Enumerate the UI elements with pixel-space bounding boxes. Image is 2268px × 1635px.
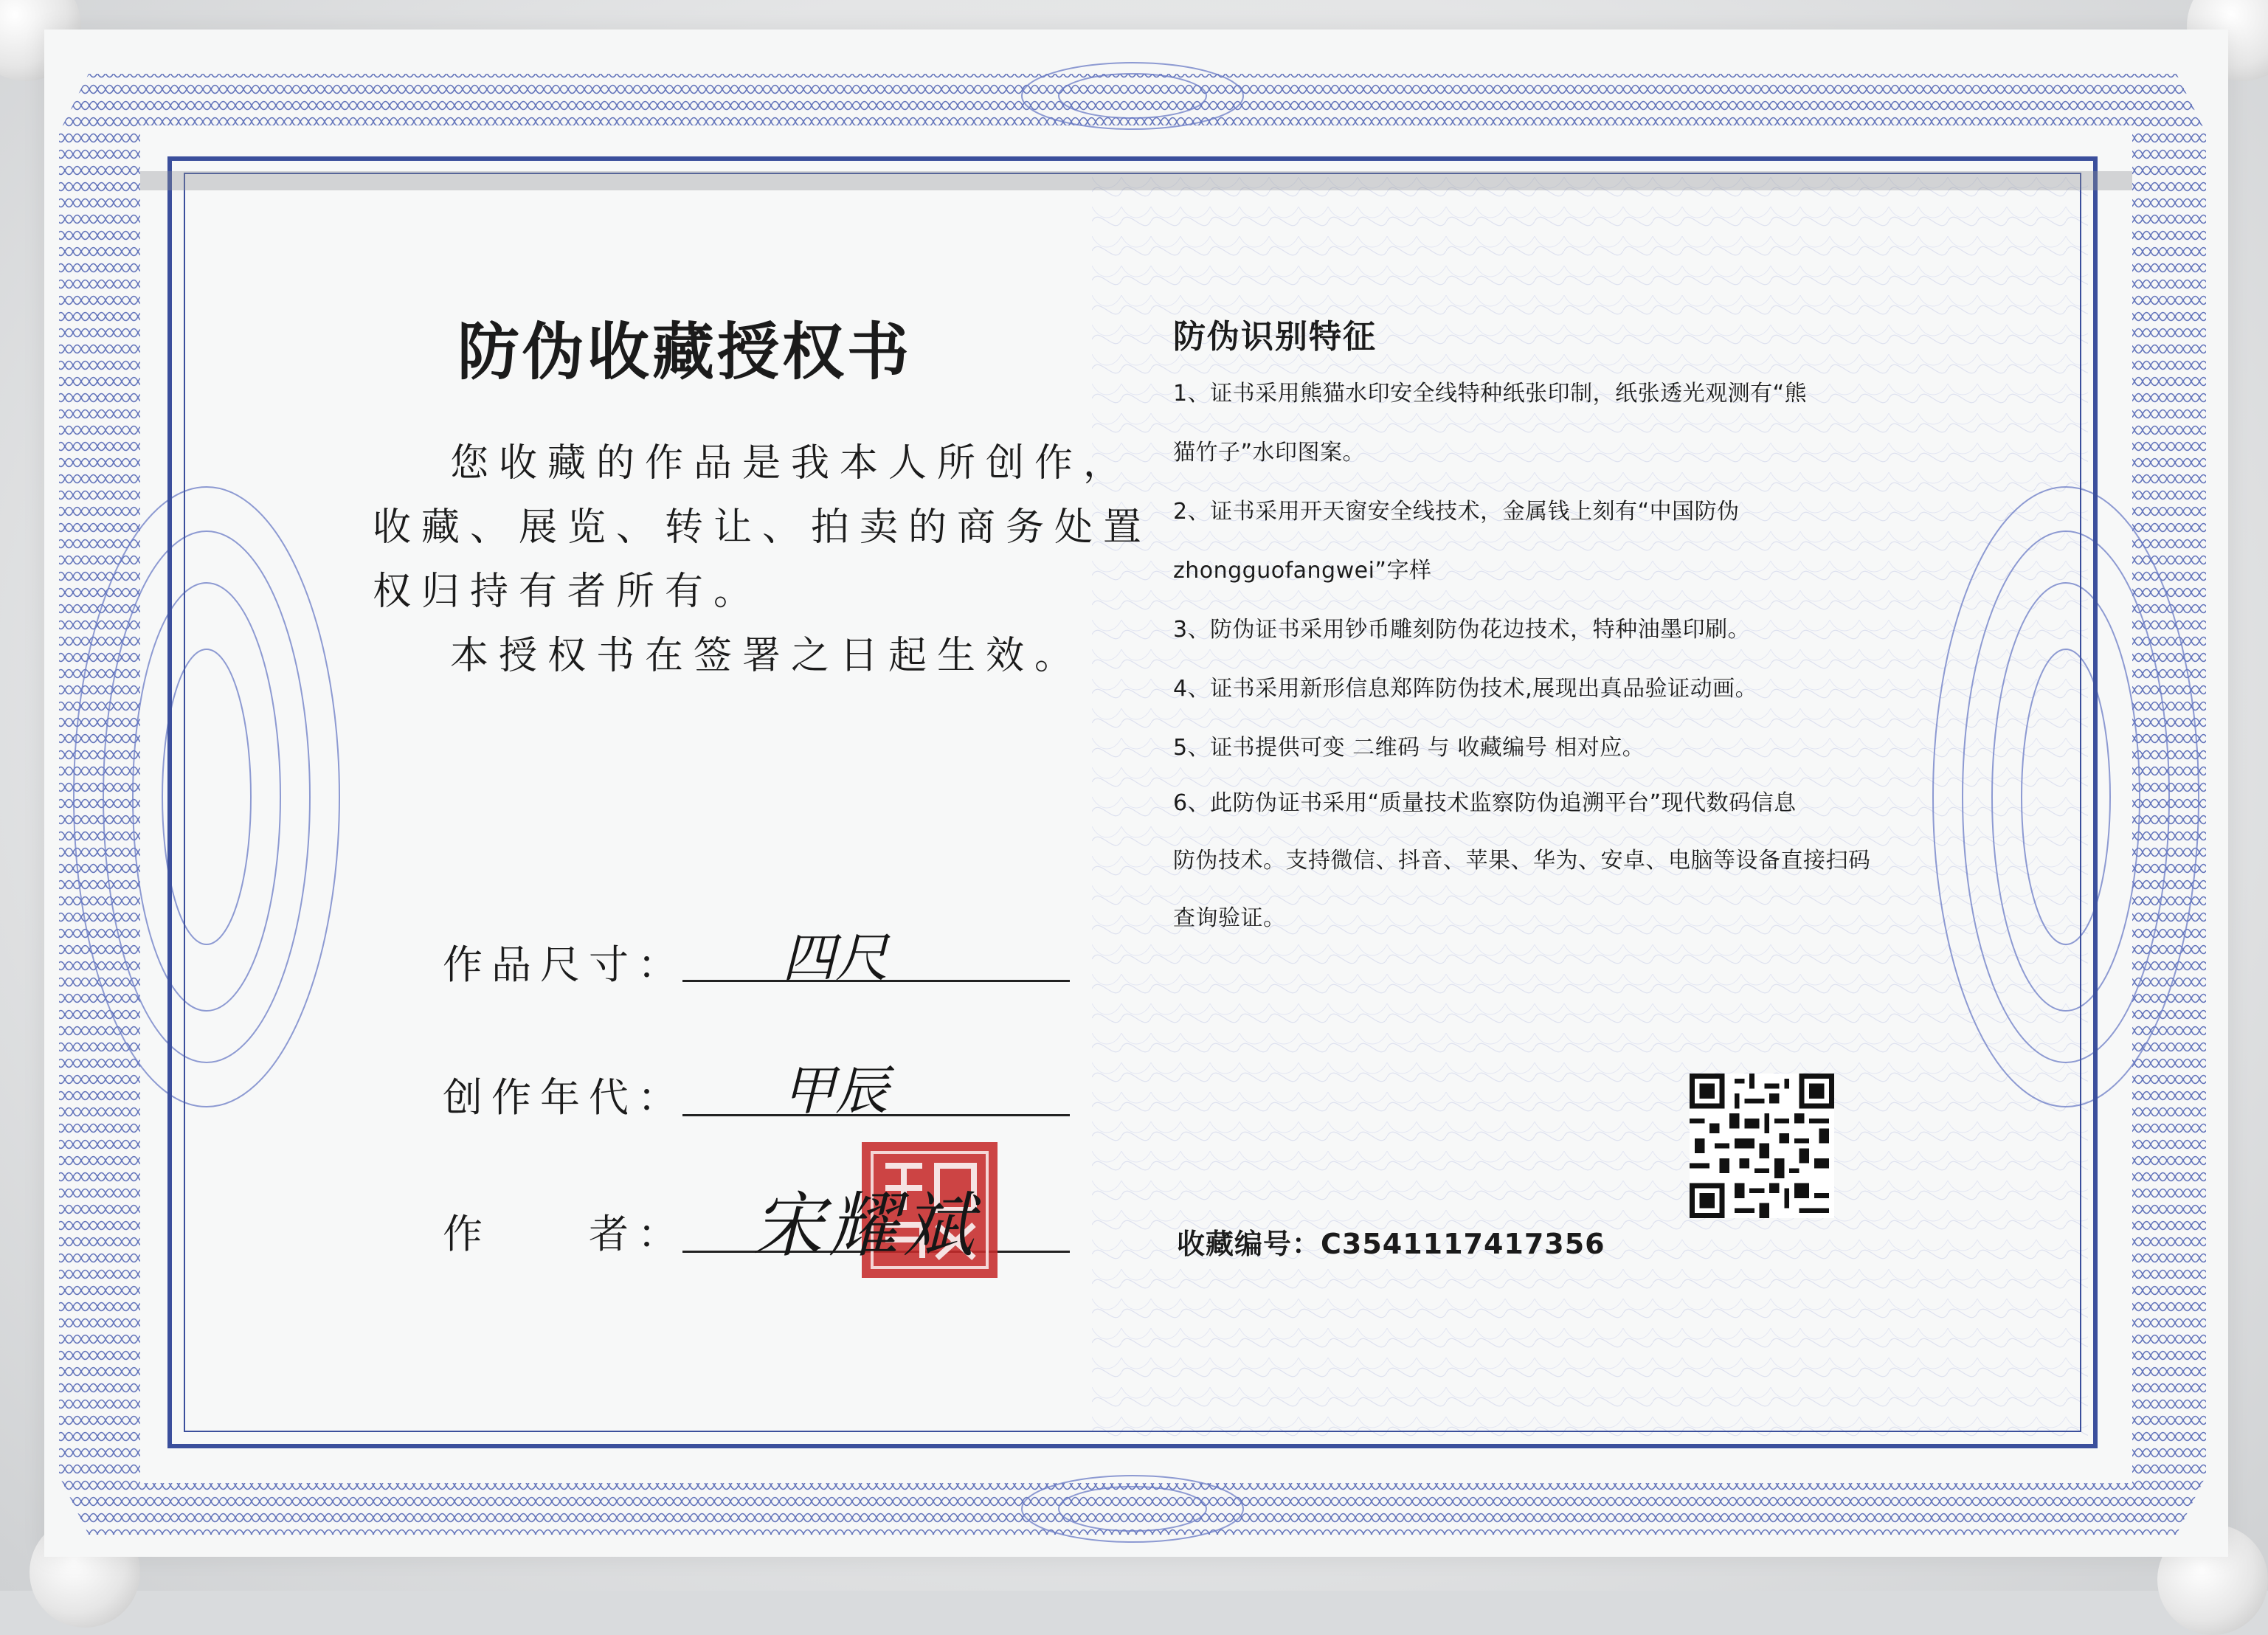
- size-value: 四尺: [782, 927, 889, 989]
- feature-line-10: 查询验证。: [1173, 905, 1286, 931]
- size-label: 作品尺寸：: [443, 941, 686, 988]
- body-line-4: 本授权书在签署之日起生效。: [450, 634, 1084, 678]
- era-value: 甲辰: [782, 1060, 889, 1121]
- feature-line-4: zhongguofangwei”字样: [1173, 558, 1432, 584]
- collection-serial-number: 收藏编号：C3541117417356: [1177, 1228, 1605, 1260]
- feature-line-1: 1、证书采用熊猫水印安全线特种纸张印制，纸张透光观测有“熊: [1173, 381, 1808, 407]
- feature-line-6: 4、证书采用新形信息郑阵防伪技术,展现出真品验证动画。: [1173, 676, 1758, 702]
- body-line-3: 权归持有者所有。: [373, 570, 763, 614]
- author-label: 作 者：: [443, 1211, 686, 1257]
- body-line-1: 您收藏的作品是我本人所创作，: [450, 441, 1133, 485]
- feature-line-5: 3、防伪证书采用钞币雕刻防伪花边技术，特种油墨印刷。: [1173, 617, 1751, 643]
- features-heading: 防伪识别特征: [1173, 318, 1377, 356]
- feature-line-7: 5、证书提供可变 二维码 与 收藏编号 相对应。: [1173, 735, 1645, 761]
- author-signature: 宋耀斌: [753, 1184, 978, 1267]
- feature-line-9: 防伪技术。支持微信、抖音、苹果、华为、安卓、电脑等设备直接扫码: [1173, 848, 1871, 874]
- feature-line-3: 2、证书采用开天窗安全线技术，金属钱上刻有“中国防伪: [1173, 499, 1740, 525]
- feature-line-2: 猫竹子”水印图案。: [1173, 440, 1366, 466]
- qr-code: [1690, 1074, 1834, 1218]
- body-line-2: 收藏、展览、转让、拍卖的商务处置: [373, 505, 1152, 550]
- certificate-title: 防伪收藏授权书: [457, 316, 913, 388]
- feature-line-8: 6、此防伪证书采用“质量技术监察防伪追溯平台”现代数码信息: [1173, 790, 1797, 816]
- era-label: 创作年代：: [443, 1074, 686, 1121]
